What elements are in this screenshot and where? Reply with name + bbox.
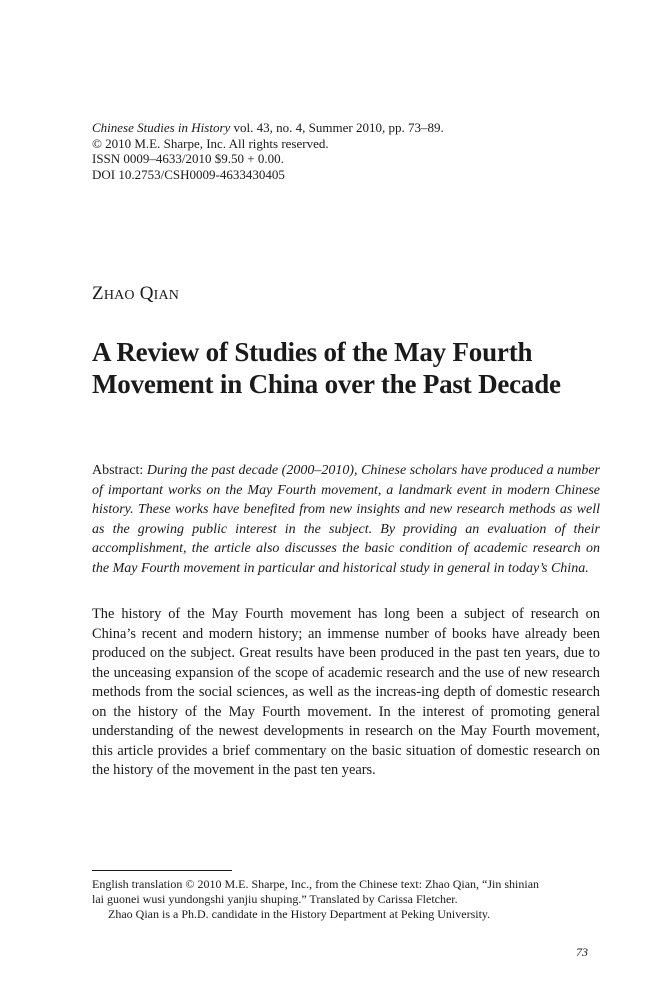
translation-note-line1: English translation © 2010 M.E. Sharpe, Inc., from the Chinese text: Zhao Qian, “Jin shinian: [92, 877, 540, 891]
journal-name: Chinese Studies in History: [92, 120, 231, 135]
translation-note-line2: lai guonei wusi yundongshi yanjiu shuping.” Translated by Carissa Fletcher.: [92, 892, 458, 906]
copyright-line: © 2010 M.E. Sharpe, Inc. All rights reserved.: [92, 135, 329, 151]
issn-line: ISSN 0009–4633/2010 $9.50 + 0.00.: [92, 151, 284, 166]
abstract-label: Abstract:: [92, 463, 147, 478]
page-number: 73: [576, 945, 588, 959]
body-paragraph: The history of the May Fourth movement has long been a subject of research on China’s recent and modern history; an immense number of books have already been produced on the subject. Great results have been produced in the past ten years, due to the unceasing expansion of the scope of academic research and the use of new research methods from the social sciences, as well as the increas-ing depth of domestic research on the history of the May Fourth movement. In the interest of promoting general understanding of the newest developments in research on the May Fourth movement, this article provides a brief commentary on the basic situation of domestic research on the history of the movement in the past ten years.: [92, 606, 600, 778]
footnote: [92, 877, 600, 922]
citation-details: vol. 43, no. 4, Summer 2010, pp. 73–89.: [230, 120, 444, 135]
doi-line: DOI 10.2753/CSH0009-4633430405: [92, 166, 285, 182]
citation-line: [92, 120, 600, 136]
author-name: ZHAO QIAN: [92, 283, 180, 304]
article-title: A Review of Studies of the May Fourth Movement in China over the Past Decade: [92, 337, 561, 399]
author-bio: Zhao Qian is a Ph.D. candidate in the History Department at Peking University.: [108, 907, 491, 921]
abstract: [92, 461, 600, 578]
abstract-text: During the past decade (2000–2010), Chinese scholars have produced a number of important works on the May Fourth movement, a landmark event in modern Chinese history. These works have benefited from new insights and new research methods as well as the growing public interest in the subject. By providing an evaluation of their accomplishment, the article also discusses the basic condition of academic research on the May Fourth movement in particular and historical study in general in today’s China.: [92, 463, 600, 576]
publication-meta: [92, 120, 600, 182]
footnote-rule: [92, 870, 232, 871]
